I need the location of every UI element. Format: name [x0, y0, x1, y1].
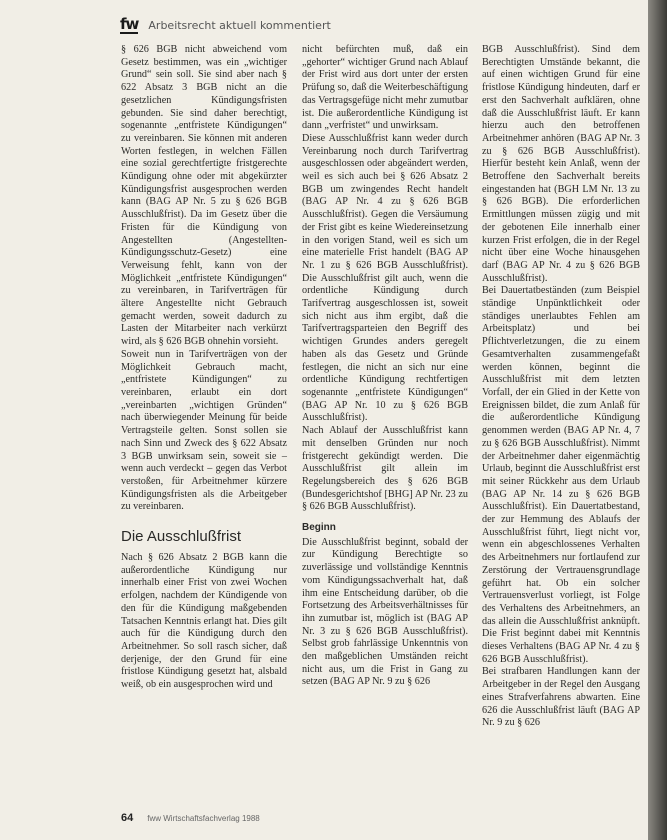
paragraph: nicht befürchten muß, daß ein „gehorter“ wichtiger Grund nach Ablauf der Frist wird aus dort unter der ersten Prüfung so, daß die Weiterbeschäftigung das Vertragsgefüge nicht mehr zumutbar ist. Die außerordentliche Kündigung ist dann „verfristet“ und unwirksam. [302, 44, 468, 132]
subsection-heading: Beginn [302, 522, 336, 534]
section-heading: Die Ausschlußfrist [121, 528, 242, 546]
paragraph: Die Ausschlußfrist beginnt, sobald der zur Kündigung Berechtigte so zuverlässige und vollständige Kenntnis vom Kündigungssachverhalt hat, daß ihm eine Entscheidung darüber, ob die Fortsetzung des Arbeitsverhältnisses für ihn zumutbar ist, möglich ist (BAG AP Nr. 3 zu § 626 BGB Ausschlußfrist). Selbst grob fahrlässige Unkenntnis von den maßgeblichen Umständen reicht nicht aus, um die Frist in Gang zu setzen (BAG AP Nr. 9 zu § 626 [302, 536, 468, 688]
page-header [120, 12, 640, 38]
page-footer [121, 812, 260, 824]
paragraph: Bei strafbaren Handlungen kann der Arbeitgeber in der Regel den Ausgang eines Strafverfahrens abwarten. Eine 626 die Ausschlußfrist läuft (BAG AP Nr. 9 zu § 626 [482, 666, 640, 729]
paragraph: § 626 BGB nicht abweichend vom Gesetz bestimmen, was ein „wichtiger Grund“ sein soll. Sie sind aber nach § 622 Absatz 3 BGB nicht an die gesetzlichen Kündigungsfristen gebunden. Sie sind daher berechtigt, sogenannte „entfristete Kündigungen“ zu vereinbaren. Sie können mit anderen Worten festlegen, in welchen Fällen eine sozial gerechtfertigte fristgerechte Kündigung ohne oder mit abgekürzter Kündigungsfrist ausgesprochen werden kann (BAG AP Nr. 5 zu § 626 BGB Ausschlußfrist). Da im Gesetz über die Fristen für die Kündigung von Angestellten (Angestellten-Kündigungsschutz-Gesetz) eine Verweisung fehlt, kann von der Möglichkeit „entfristete Kündigungen“ zu vereinbaren, in Tarifverträgen für ältere Angestellte nicht Gebrauch gemacht werden, soweit dadurch zu Lasten der Mitarbeiter nach verkürzt wird, als § 626 BGB ohnehin vorsieht. [121, 44, 287, 348]
running-head: Arbeitsrecht aktuell kommentiert [148, 18, 331, 32]
paragraph: Bei Dauertatbeständen (zum Beispiel ständige Unpünktlichkeit oder ständiges unerlaubtes Fehlen am Arbeitsplatz) und bei Pflichtverletzungen, die zu einem Gesamtverhalten zusammengefaßt werden können, beginnt die Ausschlußfrist mit dem letzten Vorfall, der ein Glied in der Kette von Ereignissen bildet, die zum Anlaß für die außerordentliche Kündigung genommen werden (BAG AP Nr. 4, 7 zu § 626 BGB Ausschlußfrist). Nimmt der Arbeitnehmer daher eigenmächtig Urlaub, beginnt die Ausschlußfrist erst mit seiner Rückkehr aus dem Urlaub (BAG AP Nr. 14 zu § 626 BGB Ausschlußfrist). Ein Dauertatbestand, der zur Hemmung des Ablaufs der Ausschlußfrist führt, liegt nicht vor, wenn ein abgeschlossenes Verhalten des Arbeitnehmers nur fortlaufend zur Zerstörung der Vertrauensgrundlage geführt hat. Ob ein solcher Vertrauensverlust vorliegt, ist Folge des Verhaltens des Arbeitnehmers, an das allein die Ausschlußfrist anknüpft. Die Frist beginnt dabei mit Kenntnis dieses Verhaltens (BAG AP Nr. 4 zu § 626 BGB Ausschlußfrist). [482, 285, 640, 665]
page-number: 64 [121, 812, 134, 824]
text-column-2 [302, 44, 468, 689]
publication-line: fww Wirtschaftsfachverlag 1988 [147, 814, 260, 823]
page-edge-shadow [648, 0, 667, 840]
text-column-3 [482, 44, 640, 730]
paragraph: BGB Ausschlußfrist). Sind dem Berechtigten Umstände bekannt, die auf einen wichtigen Grund für eine fristlose Kündigung hindeuten, darf er erst den Sachverhalt aufklären, ohne daß die Ausschlußfrist läuft. Er kann hierzu auch den betroffenen Arbeitnehmer anhören (BAG AP Nr. 3 zu § 626 BGB Ausschlußfrist). Hierfür besteht kein Anlaß, wenn der Betroffene den Sachverhalt bereits eingestanden hat (BGH LM Nr. 13 zu § 626 BGB). Die erforderlichen Ermittlungen müssen zügig und mit der gebotenen Eile innerhalb einer kurzen Frist erfolgen, die in der Regel nicht über eine Woche hinausgehen darf (BAG AP Nr. 4 zu § 626 BGB Ausschlußfrist). [482, 44, 640, 284]
paragraph: Nach Ablauf der Ausschlußfrist kann mit denselben Gründen nur noch fristgerecht gekündigt werden. Die Ausschlußfrist gilt allein im Regelungsbereich des § 626 BGB (Bundesgerichtshof [BHG] AP Nr. 23 zu § 626 BGB Ausschlußfrist). [302, 425, 468, 513]
text-column-1 [121, 44, 287, 692]
paragraph: Soweit nun in Tarifverträgen von der Möglichkeit Gebrauch macht, „entfristete Kündigungen“ zu vereinbaren, erlaubt ein dort „vereinbarten „wichtigen Gründen“ nach überwiegender Meinung für beide Vertragsteile gelten. Sonst sollen sie nach Sinn und Zweck des § 622 Absatz 3 BGB unwirksam sein, soweit sie – wenn auch verdeckt – gegen das Verbot verstoßen, für Arbeitnehmer kürzere Kündigungsfristen als die Arbeitgeber zu vereinbaren. [121, 348, 287, 513]
paragraph: Diese Ausschlußfrist kann weder durch Vereinbarung noch durch Tarifvertrag ausgeschlossen oder abgeändert werden, weil es sich auch bei § 626 Absatz 2 BGB um zwingendes Recht handelt (BAG AP Nr. 4 zu § 626 BGB Ausschlußfrist). Gegen die Versäumung der Frist gibt es keine Wiedereinsetzung in den vorigen Stand, weil es sich um eine materielle Frist handelt (BAG AP Nr. 1 zu § 626 BGB Ausschlußfrist). Die Ausschlußfrist gilt auch, wenn die ordentliche Kündigung durch Tarifvertrag ausgeschlossen ist, soweit sich nicht aus ihm ergibt, daß die Tarifvertragsparteien den Begriff des wichtigen Grundes anders geregelt haben als das Gesetz und Gründe festlegen, die nicht an sich nur eine ordentliche Kündigung rechtfertigen sogenannte „entfristete Kündigungen“ (BAG AP Nr. 10 zu § 626 BGB Ausschlußfrist). [302, 132, 468, 424]
publisher-logo: fw [120, 15, 139, 33]
paragraph: Nach § 626 Absatz 2 BGB kann die außerordentliche Kündigung nur innerhalb einer Frist von zwei Wochen erfolgen, nachdem der Kündigende von den für die Kündigung maßgebenden Tatsachen Kenntnis erlangt hat. Dies gilt auch für die Kündigung durch den Arbeitnehmer. So soll rasch sicher, daß derjenige, der den Grund für eine fristlose Kündigung gesetzt hat, alsbald weiß, ob ein ausgesprochen wird und [121, 552, 287, 691]
